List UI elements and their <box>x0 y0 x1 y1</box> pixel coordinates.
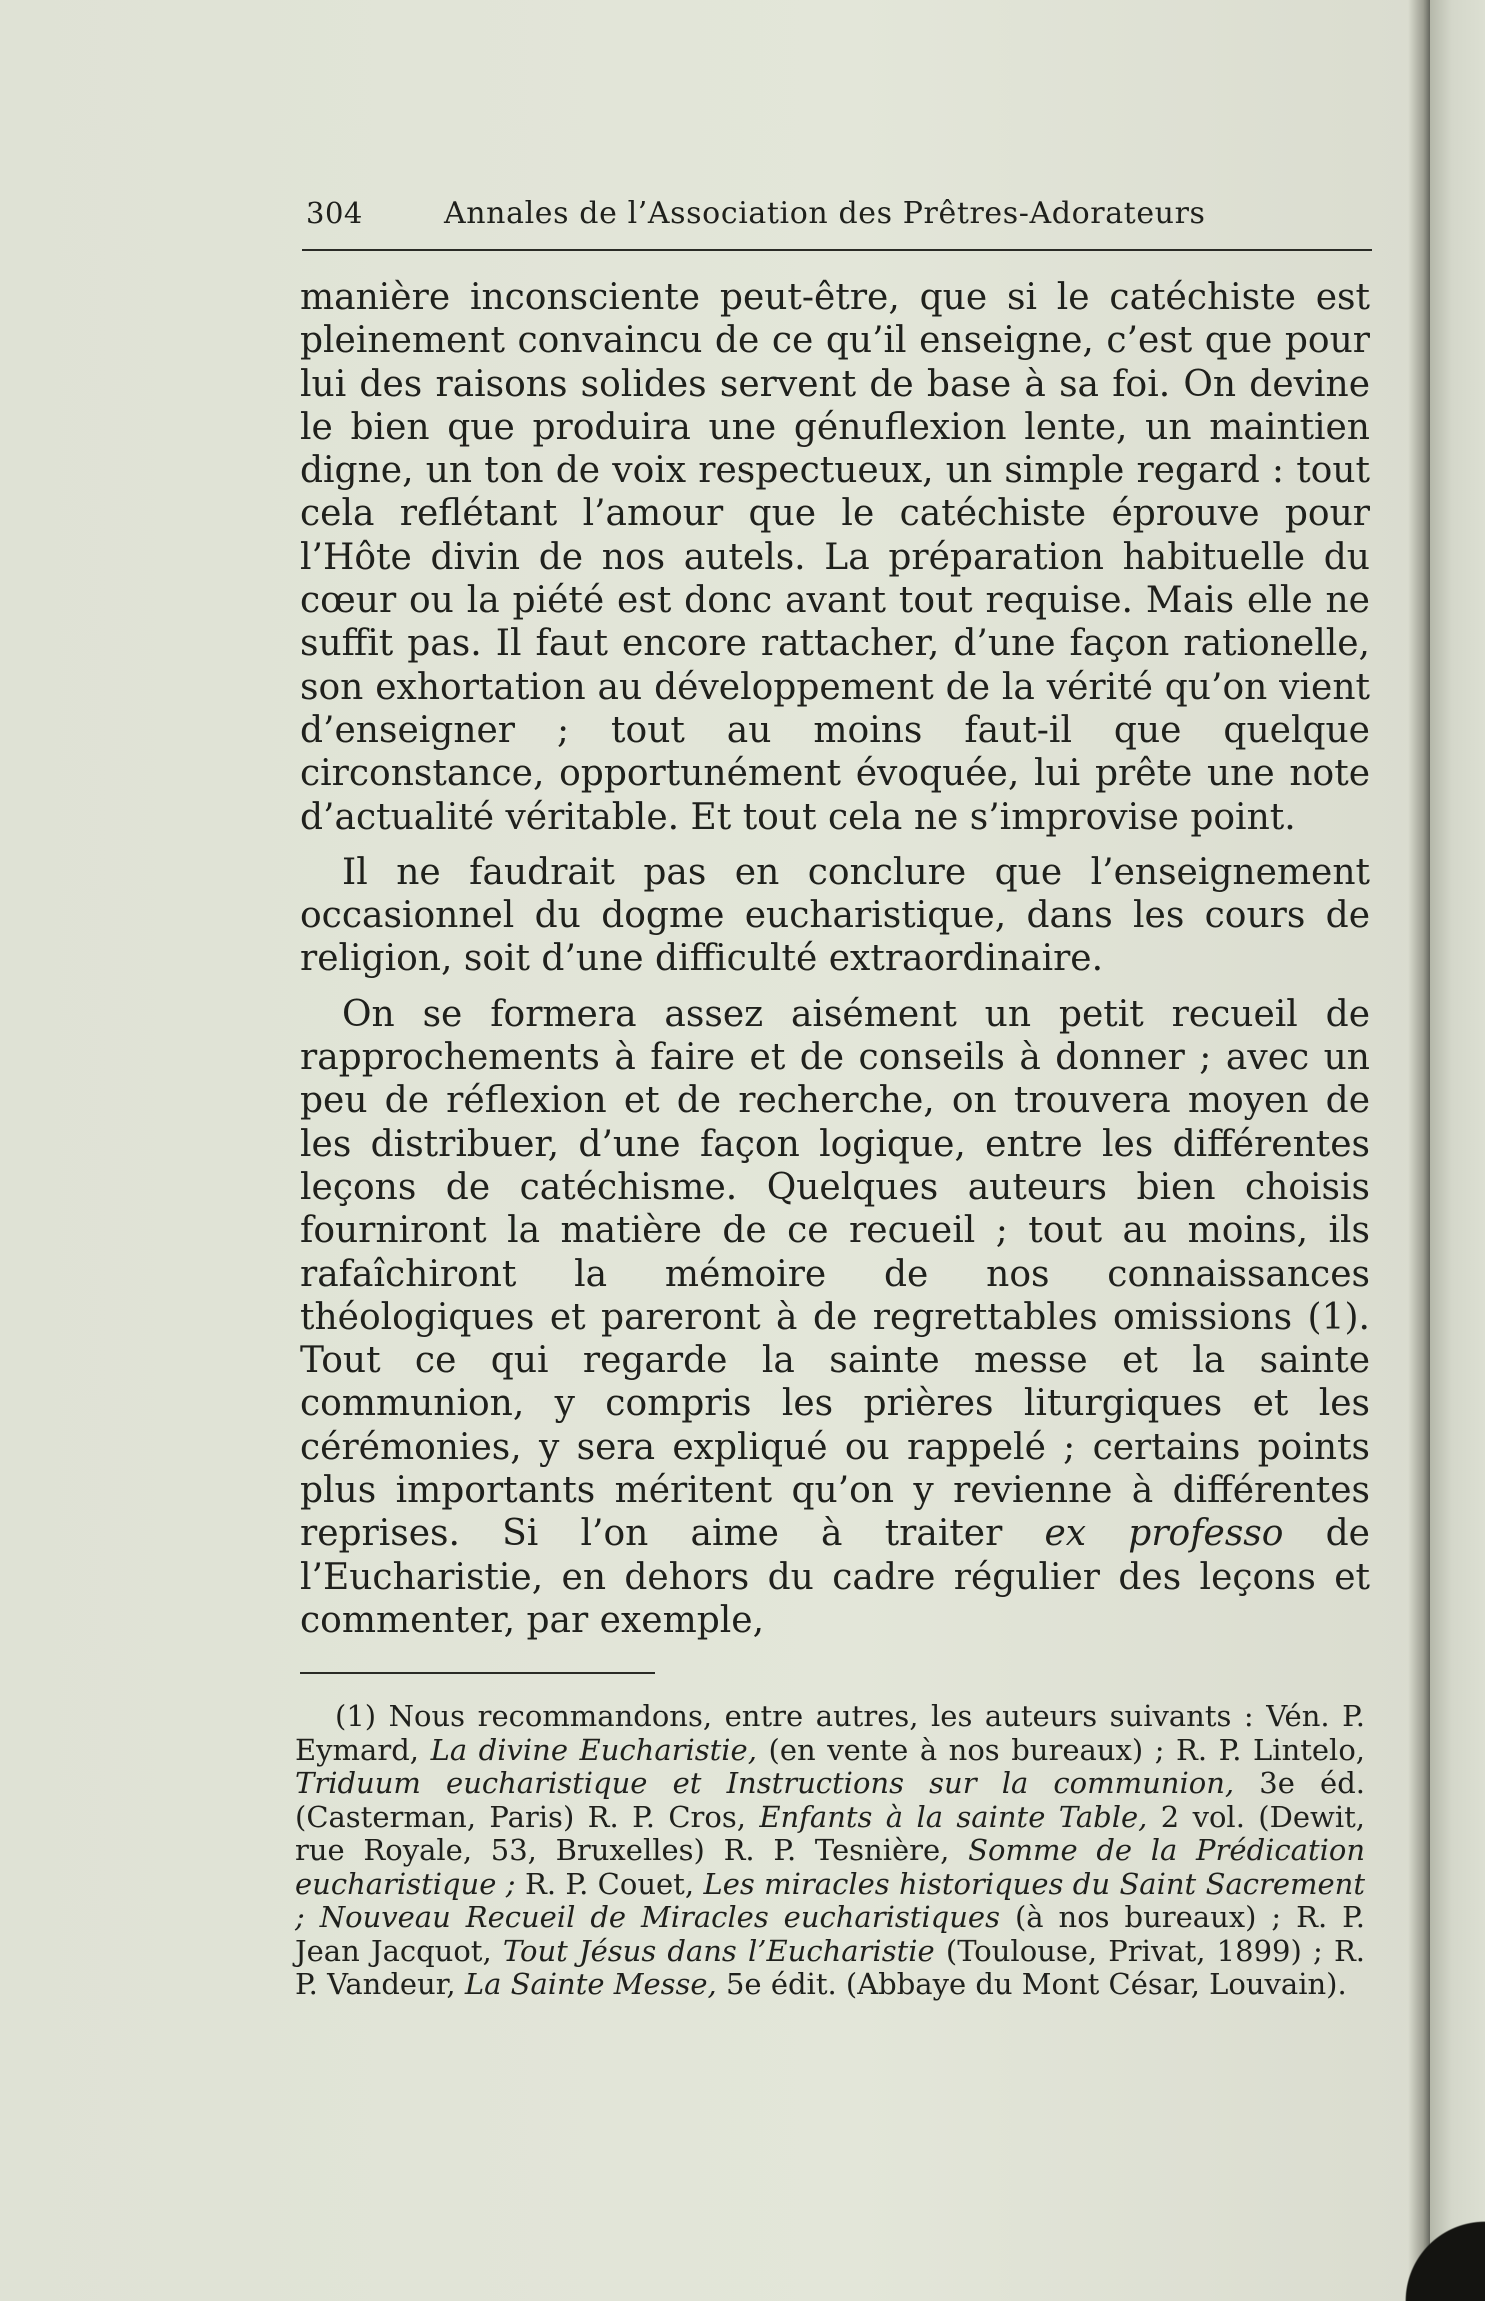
footnote-rule <box>300 1672 655 1674</box>
fn-title-6: Tout Jésus dans l’Eucharistie <box>502 1933 935 1968</box>
fn-text-1: (1) Nous recommandons, entre autres, les auteurs suivants : Vén. P. Eymard, <box>295 1699 1365 1767</box>
paragraph-3 <box>300 993 1370 1642</box>
paragraph-3-text-a: On se formera assez aisément un petit recueil de rapprochements à faire et de conseils à donner ; avec un peu de réflexion et de recherche, on trouvera moyen de les distribuer, d’une façon logique, entre les différentes leçons de catéchisme. Quelques auteurs bien choisis fourniront la matière de ce recueil ; tout au moins, ils rafaîchiront la mémoire de nos connaissances théologiques et pareront à de regrettables omissions (1). Tout ce qui regarde la sainte messe et la sainte communion, y compris les prières liturgiques et les cérémonies, y sera expliqué ou rappelé ; certains points plus importants méritent qu’on y revienne à différentes reprises. Si l’on aime à traiter <box>300 993 1370 1555</box>
fn-title-7: La Sainte Messe, <box>464 1967 717 2001</box>
page-gutter-shadow <box>1408 0 1430 2301</box>
footnote-text <box>295 1700 1365 2002</box>
fn-text-6: (à nos bureaux) ; R. P. Jean Jacquot, <box>295 1900 1366 1968</box>
fn-title-2: Triduum eucharistique et Instructions sur la communion, <box>295 1766 1235 1800</box>
fn-text-7: (Toulouse, Privat, 1899) ; R. P. Vandeur, <box>295 1933 1366 2001</box>
fn-title-3: Enfants à la sainte Table, <box>759 1799 1148 1834</box>
header-rule <box>302 249 1372 251</box>
fn-text-8: 5e édit. (Abbaye du Mont César, Louvain). <box>725 1967 1347 2001</box>
fn-title-1: La divine Eucharistie, <box>430 1732 757 1767</box>
fn-text-3: 3e éd. (Casterman, Paris) R. P. Cros, <box>295 1766 1365 1834</box>
paragraph-3-text-b: de l’Eucharistie, en dehors du cadre régulier des leçons et commenter, par exemple, <box>300 1513 1370 1641</box>
page-header <box>306 196 1371 238</box>
running-title: Annales de l’Association des Prêtres-Adorateurs <box>444 196 1206 231</box>
latin-phrase: ex professo <box>1044 1513 1284 1555</box>
fn-title-4: Somme de la Prédication eucharistique ; <box>295 1833 1366 1901</box>
paragraph-2: Il ne faudrait pas en conclure que l’enseignement occasionnel du dogme eucharistique, dans les cours de religion, soit d’une difficulté extraordinaire. <box>300 851 1370 980</box>
page-number: 304 <box>306 196 363 230</box>
fn-text-5: R. P. Couet, <box>524 1866 695 1901</box>
fn-text-2: (en vente à nos bureaux) ; R. P. Lintelo, <box>768 1732 1366 1767</box>
adjacent-page-edge <box>1430 0 1485 2301</box>
footnote <box>295 1700 1365 2002</box>
scanner-corner-shadow <box>1395 2190 1485 2301</box>
paragraph-1: manière inconsciente peut-être, que si le catéchiste est pleinement convaincu de ce qu’il enseigne, c’est que pour lui des raisons solides servent de base à sa foi. On devine le bien que produira une génuflexion lente, un maintien digne, un ton de voix respectueux, un simple regard : tout cela reflétant l’amour que le catéchiste éprouve pour l’Hôte divin de nos autels. La préparation habituelle du cœur ou la piété est donc avant tout requise. Mais elle ne suffit pas. Il faut encore rattacher, d’une façon rationelle, son exhortation au développement de la vérité qu’on vient d’enseigner ; tout au moins faut-il que quelque circonstance, opportunément évoquée, lui prête une note d’actualité véritable. Et tout cela ne s’improvise point. <box>300 277 1370 838</box>
fn-text-4: 2 vol. (Dewit, rue Royale, 53, Bruxelles) R. P. Tesnière, <box>295 1799 1366 1867</box>
fn-title-5: Les miracles historiques du Saint Sacrement ; Nouveau Recueil de Miracles eucharistiques <box>295 1866 1366 1934</box>
main-text <box>300 276 1370 1642</box>
